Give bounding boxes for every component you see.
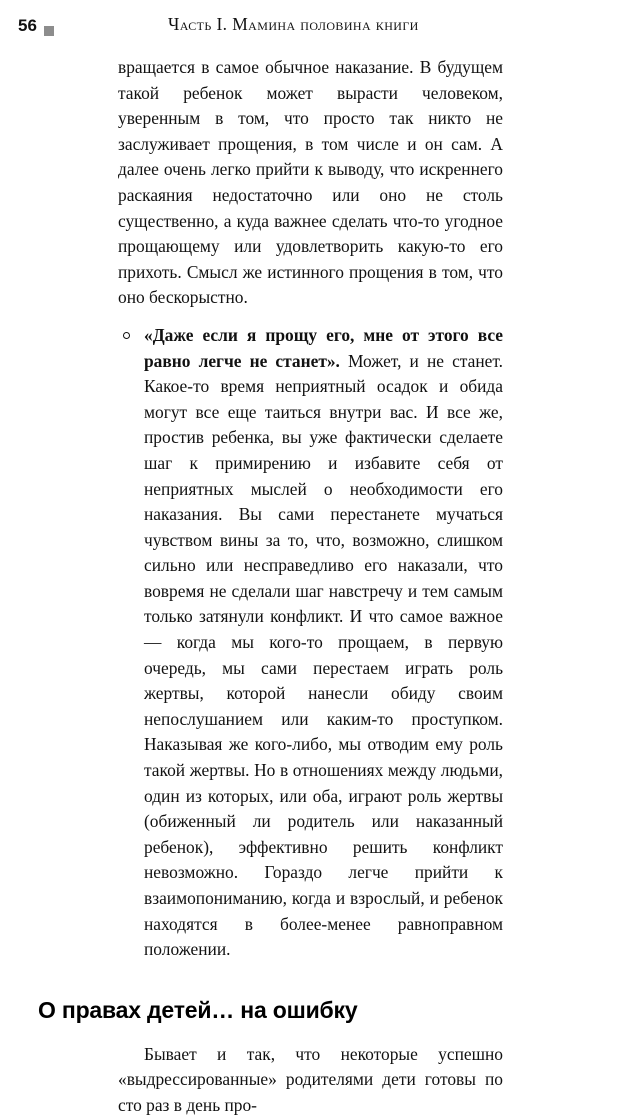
page-header [0, 8, 620, 38]
section-paragraph: Бывает и так, что некоторые успешно «выдрессированные» родителями дети готовы по сто раз в день про- [118, 1043, 503, 1115]
header-marker-icon [44, 26, 54, 36]
section-heading-wrap [38, 997, 503, 1024]
list-item-lead: «Даже если я прощу его, мне от этого все равно легче не станет». [144, 324, 503, 371]
list-item [118, 323, 503, 963]
section-title: О правах детей… на ошибку [38, 996, 358, 1023]
list-item-body: Может, и не станет. Какое-то время неприятный осадок и обида могут все еще таиться внутри вас. И все же, простив ребенка, вы уже фактически сделаете шаг к примирению и избавите себя от неприятных мыслей о необходимости его наказания. Вы сами перестанете мучаться чувством вины за то, что, возможно, слишком сильно или несправедливо его наказали, что вовремя не сделали шаг навстречу и тем самым только затянули конфликт. И что самое важное — когда мы кого-то прощаем, в первую очередь, мы сами перестаем играть роль жертвы, которой нанесли обиду своим непослушанием или каким-то проступком. Наказывая же кого-либо, мы отводим ему роль такой жертвы. Но в отношениях между людьми, один из которых, или оба, играют роль жертвы (обиженный ли родитель или наказанный ребенок), эффективно решить конфликт невозможно. Гораздо легче прийти к взаимопониманию, когда и взрослый, и ребенок находятся в более-менее равноправном положении. [144, 350, 503, 960]
page-number: 56 [18, 16, 37, 35]
page-content [38, 55, 503, 1119]
bullet-dot-icon [123, 332, 130, 339]
list-item-text [144, 323, 503, 963]
paragraph-continuation: вращается в самое обычное наказание. В будущем такой ребенок может вырасти человеком, уверенным в том, что просто так никто не заслуживает прощения, в том числе и он сам. А далее очень легко прийти к выводу, что искреннего раскаяния недостаточно или оно не столь существенно, а куда важнее сделать что-то угодное прощающему или удовлетворить какую-то его прихоть. Смысл же истинного прощения в том, что оно бескорыстно. [118, 57, 503, 308]
running-head: Часть I. Мамина половина книги [168, 14, 419, 34]
